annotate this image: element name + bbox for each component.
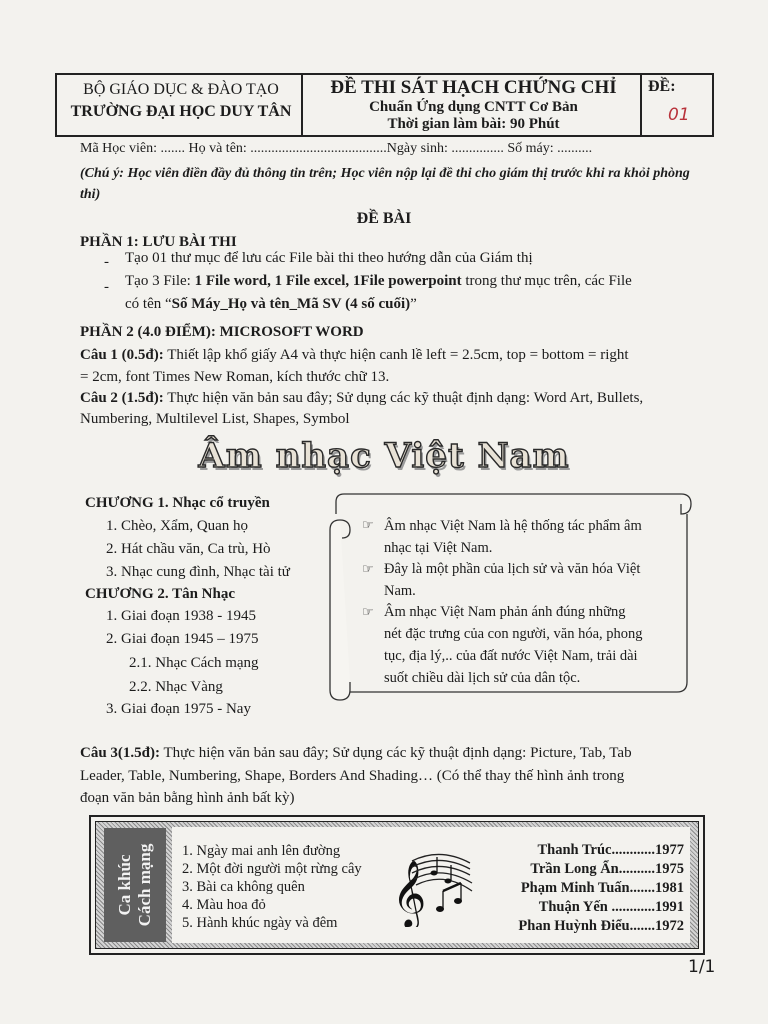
bullet-dash: - xyxy=(104,254,109,270)
scroll-text-line: tục, địa lý,.. của đất nước Việt Nam, trải dài xyxy=(384,648,638,664)
chapter-1-heading: CHƯƠNG 1. Nhạc cổ truyền xyxy=(85,495,270,511)
page-title: ĐỀ BÀI xyxy=(356,210,412,227)
chapter-2-subitem: 2.2. Nhạc Vàng xyxy=(129,679,223,695)
pointing-hand-icon: ☞ xyxy=(362,562,374,577)
song-item: 2. Một đời người một rừng cây xyxy=(182,861,362,877)
table-content xyxy=(172,827,690,943)
header-left-box xyxy=(55,73,307,137)
chapter-1-item: 3. Nhạc cung đình, Nhạc tài tử xyxy=(106,564,290,580)
song-item: 4. Màu hoa đỏ xyxy=(182,897,266,913)
part2-heading: PHẦN 2 (4.0 ĐIỂM): MICROSOFT WORD xyxy=(80,324,364,340)
bullet-dash: - xyxy=(104,279,109,295)
scroll-panel xyxy=(342,508,685,688)
page-number: 1/1 xyxy=(688,957,716,977)
org-line-2: TRƯỜNG ĐẠI HỌC DUY TÂN xyxy=(70,103,292,120)
q2-line1: Câu 2 (1.5đ): Thực hiện văn bản sau đây; Sử dụng các kỹ thuật định dạng: Word Art, Bullets, xyxy=(80,390,644,406)
chapter-2-item: 2. Giai đoạn 1945 – 1975 xyxy=(106,631,259,647)
artist-item: Trần Long Ẩn..........1975 xyxy=(530,861,684,877)
scroll-text-line: Đây là một phần của lịch sử và văn hóa Việt xyxy=(384,561,641,577)
scroll-text-line: nhạc tại Việt Nam. xyxy=(384,540,493,556)
q3-line2: Leader, Table, Numbering, Shape, Borders And Shading… (Có thể thay thế hình ảnh trong xyxy=(80,768,625,784)
artist-list xyxy=(464,827,684,947)
songs-table xyxy=(89,815,705,955)
scroll-text-line: nét đặc trưng của con người, văn hóa, phong xyxy=(384,626,643,642)
header-middle-box xyxy=(301,73,646,137)
artist-item: Thuận Yến ............1991 xyxy=(538,899,684,915)
org-line-1: BỘ GIÁO DỤC & ĐÀO TẠO xyxy=(83,81,279,98)
part1-item-1: Tạo 01 thư mục để lưu các File bài thi theo hướng dẫn của Giám thị xyxy=(125,250,533,266)
song-item: 5. Hành khúc ngày và đêm xyxy=(182,915,338,931)
vertical-title-box xyxy=(104,828,166,942)
student-info-line: Mã Học viên: ....... Họ và tên: .......................................Ngày sinh: ............... Số máy: .......... xyxy=(80,141,593,156)
wordart-title: Âm nhạc Việt Nam xyxy=(198,436,570,476)
artist-item: Phạm Minh Tuấn.......1981 xyxy=(520,880,684,896)
part1-item-2-line2: có tên “Số Máy_Họ và tên_Mã SV (4 số cuối)” xyxy=(125,296,417,312)
exam-code-value: 01 xyxy=(668,105,690,125)
scroll-text-line: suốt chiều dài lịch sử của dân tộc. xyxy=(384,670,581,686)
artist-item: Phan Huỳnh Điểu.......1972 xyxy=(518,918,684,934)
q2-line2: Numbering, Multilevel List, Shapes, Symbol xyxy=(80,411,350,427)
exam-time: Thời gian làm bài: 90 Phút xyxy=(387,116,560,132)
pointing-hand-icon: ☞ xyxy=(362,605,374,620)
chapter-2-subitem: 2.1. Nhạc Cách mạng xyxy=(129,655,259,671)
q3-line1: Câu 3(1.5đ): Thực hiện văn bản sau đây; Sử dụng các kỹ thuật định dạng: Picture, Tab, Tab xyxy=(80,745,632,761)
pointing-hand-icon: ☞ xyxy=(362,518,374,533)
q1-line1: Câu 1 (0.5đ): Thiết lập khổ giấy A4 và thực hiện canh lề left = 2.5cm, top = bottom = right xyxy=(80,347,629,363)
song-item: 3. Bài ca không quên xyxy=(182,879,305,895)
chapter-2-item: 1. Giai đoạn 1938 - 1945 xyxy=(106,608,256,624)
chapter-1-item: 1. Chèo, Xẩm, Quan họ xyxy=(106,518,249,534)
vertical-title: Ca khúc Cách mạng xyxy=(115,843,154,927)
scroll-text-line: Âm nhạc Việt Nam phản ánh đúng những xyxy=(384,604,626,620)
part1-heading: PHẦN 1: LƯU BÀI THI xyxy=(80,234,237,250)
scroll-text-line: Âm nhạc Việt Nam là hệ thống tác phẩm âm xyxy=(384,518,642,534)
q1-line2: = 2cm, font Times New Roman, kích thước chữ 13. xyxy=(80,369,390,385)
note: (Chú ý: Học viên điền đầy đủ thông tin trên; Học viên nộp lại đề thi cho giám thị trước khi ra khỏi phòng thi) xyxy=(80,166,690,202)
chapter-2-heading: CHƯƠNG 2. Tân Nhạc xyxy=(85,586,236,602)
exam-subtitle: Chuẩn Ứng dụng CNTT Cơ Bản xyxy=(369,99,578,115)
chapter-1-item: 2. Hát chầu văn, Ca trù, Hò xyxy=(106,541,271,557)
q3-line3: đoạn văn bản bằng hình ảnh bất kỳ) xyxy=(80,790,295,806)
artist-item: Thanh Trúc............1977 xyxy=(537,842,684,858)
exam-code-label: ĐỀ: xyxy=(648,78,676,95)
header-code-box xyxy=(640,73,714,137)
svg-text:𝄞: 𝄞 xyxy=(392,859,427,927)
chapter-2-item: 3. Giai đoạn 1975 - Nay xyxy=(106,701,251,717)
part1-item-2: Tạo 3 File: 1 File word, 1 File excel, 1File powerpoint trong thư mục trên, các File xyxy=(125,273,632,289)
shaded-border xyxy=(95,821,699,949)
exam-title: ĐỀ THI SÁT HẠCH CHỨNG CHỈ xyxy=(330,77,617,98)
song-item: 1. Ngày mai anh lên đường xyxy=(182,843,341,859)
scroll-text-line: Nam. xyxy=(384,583,416,599)
